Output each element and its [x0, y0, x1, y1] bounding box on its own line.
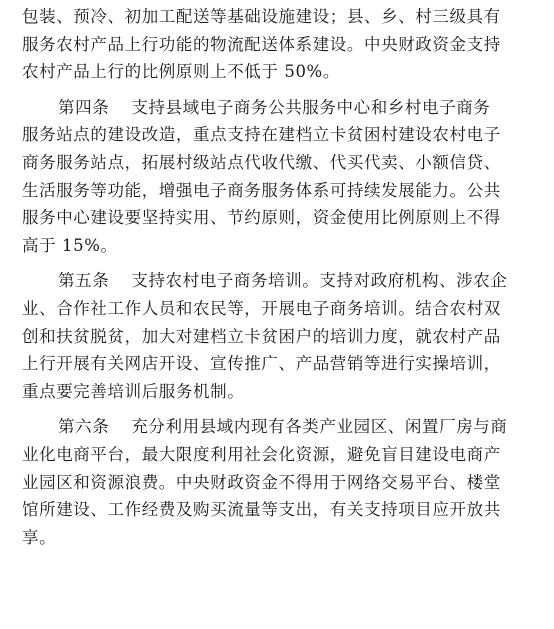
- text-line: 支持县域电子商务公共服务中心和乡村电子商务: [131, 97, 491, 117]
- text-line: 馆所建设、工作经费及购买流量等支出，有关支持项目应开放共: [22, 500, 501, 520]
- text-line: 上行开展有关网店开设、宣传推广、产品营销等进行实操培训，: [22, 354, 501, 374]
- text-line: 高于 15%。: [22, 235, 118, 255]
- text-line: 重点要完善培训后服务机制。: [22, 381, 245, 401]
- text-line: 支持农村电子商务培训。支持对政府机构、涉农企: [131, 271, 508, 291]
- text-line: 业化电商平台，最大限度利用社会化资源，避免盲目建设电商产: [22, 444, 501, 464]
- article-6: [22, 413, 536, 551]
- text-line: 商务服务站点，拓展村级站点代收代缴、代买代卖、小额信贷、: [22, 152, 501, 172]
- article-number: 第四条: [58, 97, 110, 117]
- text-line: 农村产品上行的比例原则上不低于 50%。: [22, 62, 340, 82]
- article-first-line: [22, 413, 536, 441]
- text-line: 享。: [22, 527, 57, 547]
- text-line: 服务农村产品上行功能的物流配送体系建设。中央财政资金支持: [22, 34, 501, 54]
- text-line: 业、合作社工作人员和农民等，开展电子商务培训。结合农村双: [22, 298, 501, 318]
- article-number: 第六条: [58, 417, 110, 437]
- article-first-line: [22, 94, 536, 122]
- text-line: 服务中心建设要坚持实用、节约原则，资金使用比例原则上不得: [22, 208, 501, 228]
- article-number: 第五条: [58, 271, 110, 291]
- paragraph-1: [22, 3, 536, 86]
- text-line: 业园区和资源浪费。中央财政资金不得用于网络交易平台、楼堂: [22, 472, 501, 492]
- article-first-line: [22, 267, 536, 295]
- text-line: 包装、预冷、初加工配送等基础设施建设；县、乡、村三级具有: [22, 7, 501, 26]
- text-line: 服务站点的建设改造，重点支持在建档立卡贫困村建设农村电子: [22, 125, 501, 145]
- text-line: 创和扶贫脱贫，加大对建档立卡贫困户的培训力度，就农村产品: [22, 326, 501, 346]
- article-5: [22, 267, 536, 405]
- text-line: 充分利用县域内现有各类产业园区、闲置厂房与商: [131, 417, 508, 437]
- article-4: [22, 94, 536, 260]
- text-line: 生活服务等功能，增强电子商务服务体系可持续发展能力。公共: [22, 180, 501, 200]
